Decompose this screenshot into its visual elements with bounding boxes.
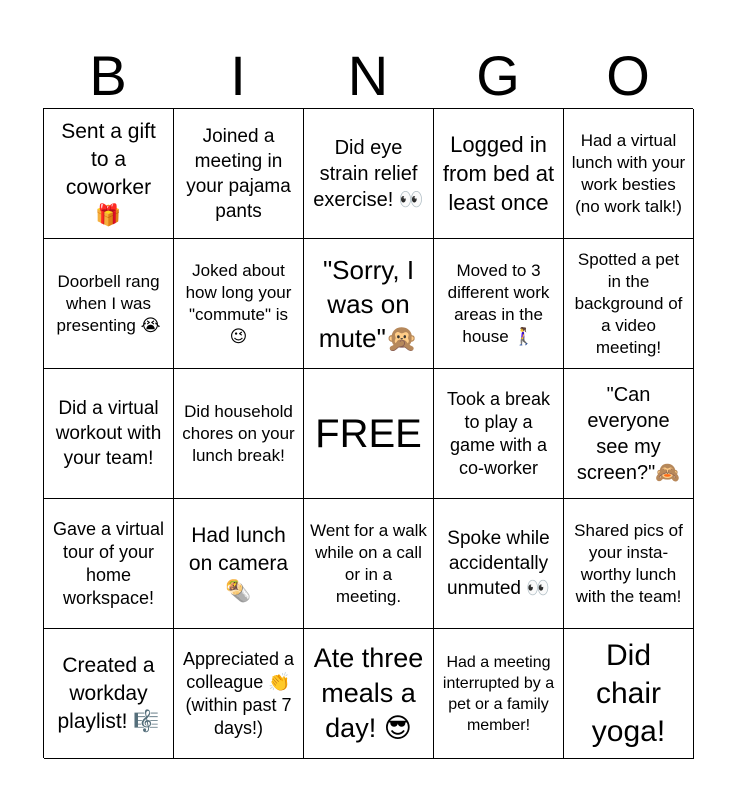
bingo-cell[interactable] [44,369,174,499]
cell-text: Joked about how long your "commute" is 😉 [185,260,292,346]
cell-text: Shared pics of your insta-worthy lunch with the team! [574,520,683,606]
bingo-cell[interactable] [44,499,174,629]
bingo-cell[interactable] [564,499,694,629]
bingo-cell[interactable] [174,629,304,759]
header-letter-n: N [347,44,389,107]
cell-text: Had a virtual lunch with your work besties (no work talk!) [571,130,686,216]
cell-text: Spotted a pet in the background of a video meeting! [574,249,683,357]
cell-text: Did eye strain relief exercise! 👀 [313,136,424,211]
bingo-cell[interactable] [434,629,564,759]
bingo-cell[interactable] [434,109,564,239]
bingo-cell[interactable] [174,109,304,239]
bingo-cell[interactable] [304,239,434,369]
cell-text: Sent a gift to a coworker 🎁 [61,119,156,227]
bingo-cell[interactable] [434,239,564,369]
bingo-cell[interactable] [564,239,694,369]
header-letter-b: B [89,44,127,107]
cell-text: Moved to 3 different work areas in the house 🚶‍♀️ [447,260,550,346]
bingo-cell[interactable] [564,109,694,239]
cell-text: Joined a meeting in your pajama pants [186,125,291,222]
cell-text: Took a break to play a game with a co-worker [446,388,551,478]
free-space[interactable] [304,369,434,499]
cell-text: Did chair yoga! [591,638,666,748]
cell-text: "Can everyone see my screen?"🙈 [576,383,681,484]
header-letter-g: G [476,44,520,107]
bingo-cell[interactable] [44,239,174,369]
cell-text: Logged in from bed at least once [442,132,555,215]
cell-text: Appreciated a colleague 👏 (within past 7 days!) [182,648,295,738]
cell-text: Ate three meals a day! 😎 [313,643,424,743]
cell-text: Did a virtual workout with your team! [55,398,162,469]
cell-text: Had lunch on camera 🌯 [188,523,289,603]
bingo-cell[interactable] [44,629,174,759]
bingo-cell[interactable] [174,239,304,369]
cell-text: Went for a walk while on a call or in a meeting. [310,520,427,606]
cell-text: Had a meeting interrupted by a pet or a family member! [442,653,555,734]
header-letter-o: O [606,44,650,107]
cell-text: Did household chores on your lunch break! [182,401,295,465]
cell-text: Created a workday playlist! 🎼 [57,653,160,733]
bingo-card [43,108,693,758]
bingo-cell[interactable] [434,499,564,629]
cell-text: Spoke while accidentally unmuted 👀 [447,528,550,599]
bingo-cell[interactable] [174,369,304,499]
bingo-cell[interactable] [44,109,174,239]
cell-text: Gave a virtual tour of your home workspace! [52,518,165,608]
free-space-label: FREE [315,411,422,456]
header-letter-i: I [230,44,246,107]
bingo-cell[interactable] [304,109,434,239]
bingo-cell[interactable] [304,499,434,629]
bingo-header [43,44,693,108]
bingo-cell[interactable] [564,369,694,499]
bingo-cell[interactable] [564,629,694,759]
bingo-cell[interactable] [174,499,304,629]
cell-text: "Sorry, I was on mute"🙊 [318,254,419,353]
bingo-cell[interactable] [304,629,434,759]
bingo-cell[interactable] [434,369,564,499]
cell-text: Doorbell rang when I was presenting 😭 [56,271,161,335]
